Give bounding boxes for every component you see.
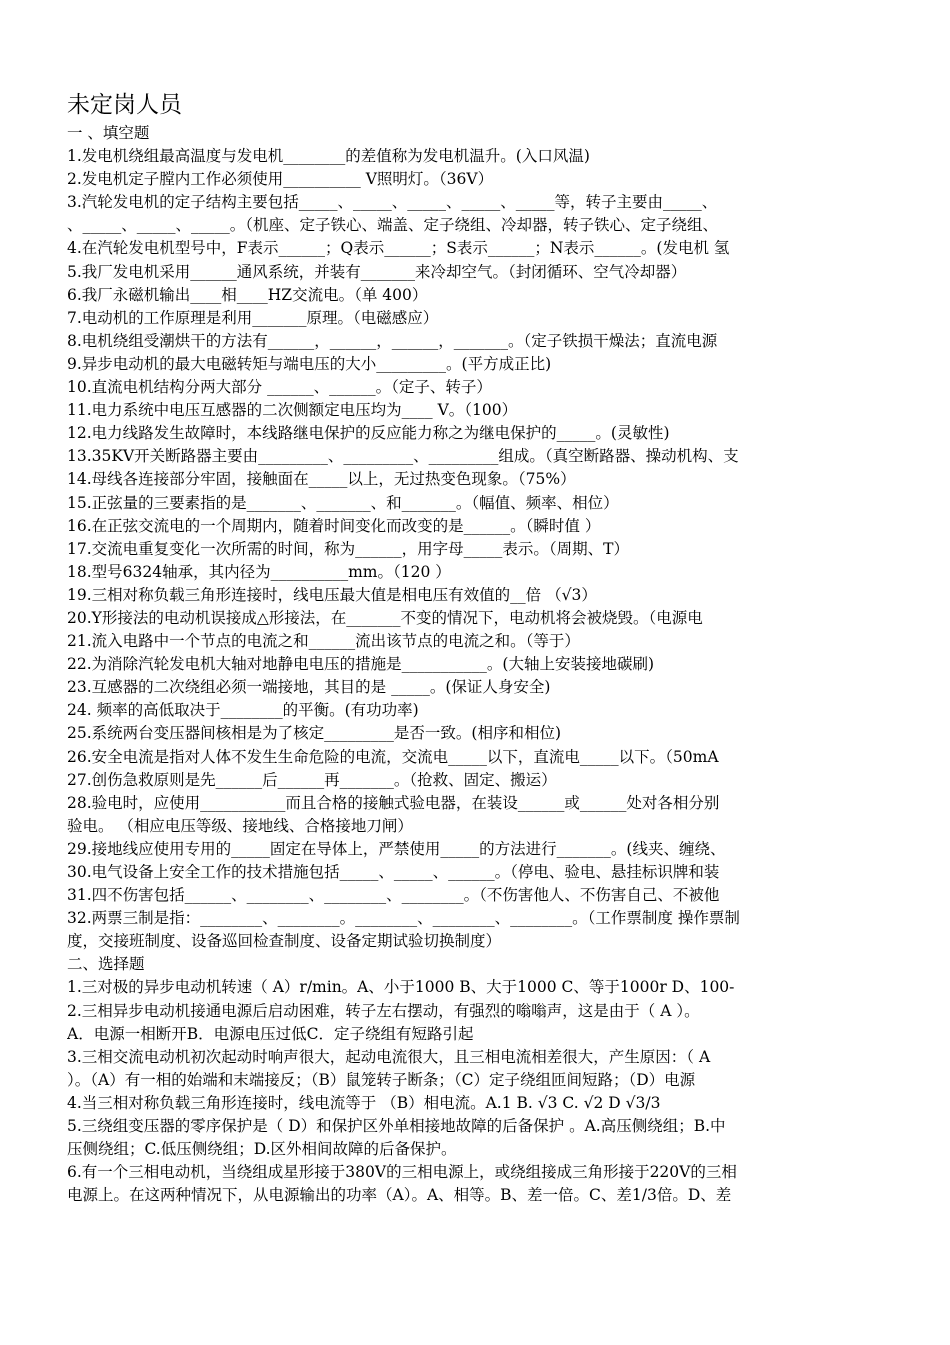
text-line: 12.电力线路发生故障时，本线路继电保护的反应能力称之为继电保护的_____。(灵敏性) [67, 424, 670, 443]
text-line: 25.系统两台变压器间核相是为了核定_________是否一致。(相序和相位) [67, 724, 561, 743]
text-line: 21.流入电路中一个节点的电流之和______流出该节点的电流之和。（等于） [67, 632, 580, 651]
text-line: 二、选择题 [67, 955, 145, 974]
text-line: 6.有一个三相电动机，当绕组成星形接于380V的三相电源上，或绕组接成三角形接于220V的三相 [67, 1163, 737, 1182]
text-line: 一 、填空题 [67, 124, 150, 142]
text-line: 18.型号6324轴承，其内径为__________mm。（120 ） [67, 562, 451, 581]
text-line: 26.安全电流是指对人体不发生生命危险的电流，交流电_____以下，直流电_____以下。（50mA [67, 747, 719, 766]
text-line: 17.交流电重复变化一次所需的时间，称为______，用字母_____表示。（周期、T） [67, 539, 629, 558]
text-line: 压侧绕组；C.低压侧绕组；D.区外相间故障的后备保护。 [67, 1140, 457, 1159]
text-line: 31.四不伤害包括______、________、________、________。（不伤害他人、不伤害自己、不被他 [67, 886, 720, 905]
text-line: ）。（A）有一相的始端和末端接反；（B）鼠笼转子断条；（C）定子绕组匝间短路；（D）电源 [67, 1070, 696, 1089]
text-line: A．电源一相断开B．电源电压过低C．定子绕组有短路引起 [67, 1024, 474, 1043]
text-line: 1.发电机绕组最高温度与发电机________的差值称为发电机温升。(入口风温) [67, 147, 590, 166]
text-line: 29.接地线应使用专用的_____固定在导体上，严禁使用_____的方法进行_______。(线夹、缠绕、 [67, 839, 726, 858]
text-line: 24. 频率的高低取决于________的平衡。(有功功率) [67, 701, 419, 720]
text-line: 14.母线各连接部分牢固，接触面在_____以上，无过热变色现象。（75%） [67, 470, 576, 489]
text-line: 10.直流电机结构分两大部分 ______、______。（定子、转子） [67, 378, 492, 397]
document [67, 90, 912, 1207]
text-line: 5.三绕组变压器的零序保护是（ D）和保护区外单相接地故障的后备保护 。A.高压侧绕组；B.中 [67, 1117, 726, 1136]
text-line: 3.汽轮发电机的定子结构主要包括_____、_____、_____、_____、_____等，转子主要由_____、 [67, 193, 718, 212]
text-line: 32.两票三制是指：________、________。________、________、________。（工作票制度 操作票制 [67, 909, 740, 928]
text-line: 电源上。在这两种情况下，从电源输出的功率（A）。A、相等。B、差一倍。C、差1/3倍。D、差 [67, 1186, 732, 1205]
text-line: 28.验电时，应使用___________而且合格的接触式验电器，在装设______或______处对各相分别 [67, 793, 720, 812]
text-line: 15.正弦量的三要素指的是_______、_______、和_______。（幅值、频率、相位） [67, 493, 619, 512]
text-line: 30.电气设备上安全工作的技术措施包括_____、_____、______。（停电、验电、悬挂标识牌和装 [67, 863, 720, 881]
document-title: 未定岗人员 [67, 92, 182, 118]
text-line: 8.电机绕组受潮烘干的方法有______，______，______，_______。（定子铁损干燥法；直流电源 [67, 331, 718, 350]
text-line: 1.三对极的异步电动机转速（ A）r/min。A、小于1000 B、大于1000 C、等于1000r D、100- [67, 978, 735, 997]
text-line: 23.互感器的二次绕组必须一端接地，其目的是 _____。(保证人身安全) [67, 678, 551, 697]
text-line: 4.在汽轮发电机型号中，F表示______；Q表示______；S表示______；N表示______。(发电机 氢 [67, 239, 730, 258]
text-line: 2.三相异步电动机接通电源后启动困难，转子左右摆动，有强烈的嗡嗡声，这是由于（ A ）。 [67, 1001, 700, 1020]
text-line: 27.创伤急救原则是先______后______再_______。（抢救、固定、搬运） [67, 770, 557, 789]
text-line: 22.为消除汽轮发电机大轴对地静电电压的措施是___________。(大轴上安装接地碳刷) [67, 655, 654, 674]
text-line: 5.我厂发电机采用______通风系统，并装有_______来冷却空气。（封闭循环、空气冷却器） [67, 262, 687, 281]
text-line: 、_____、_____、_____。（机座、定子铁心、端盖、定子绕组、冷却器，转子铁心、定子绕组、 [67, 216, 719, 235]
text-line: 度，交接班制度、设备巡回检查制度、设备定期试验切换制度） [67, 932, 502, 951]
text-line: 13.35KV开关断路器主要由_________、_________、_________组成。（真空断路器、操动机构、支 [67, 447, 739, 466]
text-line: 4.当三相对称负载三角形连接时，线电流等于 （B）相电流。A.1 B. √3 C. √2 D √3/3 [67, 1093, 661, 1112]
text-line: 3.三相交流电动机初次起动时响声很大，起动电流很大，且三相电流相差很大，产生原因：（ A [67, 1047, 711, 1066]
text-line: 16.在正弦交流电的一个周期内，随着时间变化而改变的是______。（瞬时值 ） [67, 516, 601, 535]
text-line: 19.三相对称负载三角形连接时，线电压最大值是相电压有效值的__倍 （√3） [67, 585, 597, 604]
text-line: 6.我厂永磁机输出____相____HZ交流电。（单 400） [67, 285, 428, 304]
text-line: 11.电力系统中电压互感器的二次侧额定电压均为____ V。（100） [67, 401, 518, 420]
text-line: 2.发电机定子膛内工作必须使用__________ V照明灯。（36V） [67, 170, 494, 189]
document-body [67, 122, 912, 1207]
text-line: 20.Y形接法的电动机误接成△形接法，在_______不变的情况下，电动机将会被烧毁。（电源电 [67, 608, 703, 627]
text-line: 7.电动机的工作原理是利用_______原理。（电磁感应） [67, 308, 439, 327]
text-line: 验电。 （相应电压等级、接地线、合格接地刀闸） [67, 816, 413, 835]
text-line: 9.异步电动机的最大电磁转矩与端电压的大小_________。(平方成正比) [67, 354, 552, 373]
